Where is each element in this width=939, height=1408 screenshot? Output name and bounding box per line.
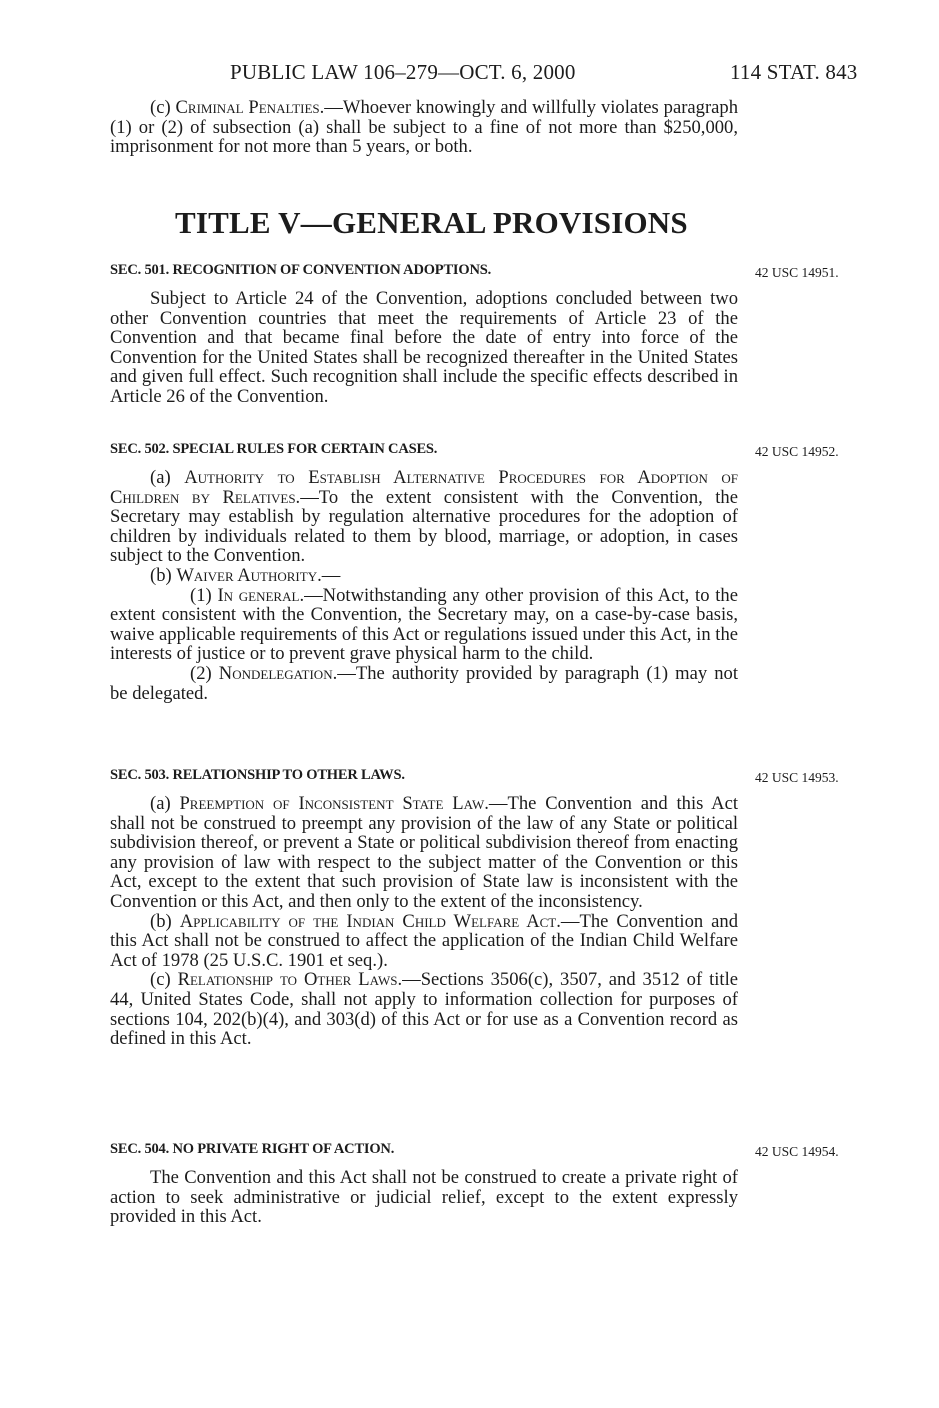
paragraph-503-b: (b) Applicability of the Indian Child Welfare Act.—The Convention and this Act shall not be construed to affect the application of the Indian Child Welfare Act of 1978 (25 U.S.C. 1901 et seq.).: [110, 910, 738, 971]
subsection-heading: Criminal Penalties: [175, 97, 320, 118]
section-504: [110, 1141, 738, 1227]
section-503: [110, 767, 738, 1049]
subsection-heading: Waiver Authority: [176, 564, 318, 586]
paragraph-503-a: (a) Preemption of Inconsistent State Law.—The Convention and this Act shall not be construed to preempt any provision of the law of any State or political subdivision thereof, or prevent a State or political subdivision thereof from enacting any provision of law with respect to the subject matter of the Convention or this Act, except to the extent that such provision of State law is inconsistent with the Convention or this Act, and then only to the extent of the inconsistency.: [110, 793, 738, 912]
section-heading-504: SEC. 504. NO PRIVATE RIGHT OF ACTION.: [110, 1141, 395, 1157]
paragraph-heading: In general: [217, 584, 300, 606]
stat-page-number: 114 STAT. 843: [730, 60, 858, 84]
paragraph-502-b: (b) Waiver Authority.—: [150, 564, 341, 586]
paragraph-502-a: (a) Authority to Establish Alternative Procedures for Adoption of Children by Relatives.—To the extent consistent with the Convention, the Secretary may establish by regulation alternative procedures for the adoption of children by individuals related to them by blood, marriage, or adoption, in cases subject to the Convention.: [110, 467, 738, 567]
section-heading-503: SEC. 503. RELATIONSHIP TO OTHER LAWS.: [110, 767, 405, 783]
section-501-text: Subject to Article 24 of the Convention, adoptions concluded between two other Convention countries that meet the requirements of Article 23 of the Convention and that became final before the date of entry into force of the Convention for the United States shall be recognized thereafter in the United States and given full effect. Such recognition shall include the specific effects described in Article 26 of the Convention.: [110, 288, 738, 407]
margin-note-501: 42 USC 14951.: [755, 265, 839, 280]
section-501: [110, 262, 738, 407]
paragraph-502-b2: (2) Nondelegation.—The authority provided by paragraph (1) may not be delegated.: [110, 662, 738, 704]
paragraph-c-criminal-penalties: (c) Criminal Penalties.—Whoever knowingly and willfully violates paragraph (1) or (2) of subsection (a) shall be subject to a fine of not more than $250,000, imprisonment for not more than 5 years, or both.: [110, 97, 738, 158]
margin-note-503: 42 USC 14953.: [755, 770, 839, 785]
section-heading-501: SEC. 501. RECOGNITION OF CONVENTION ADOPTIONS.: [110, 262, 492, 278]
paragraph-heading: Nondelegation: [218, 662, 333, 684]
paragraph-503-c: (c) Relationship to Other Laws.—Sections 3506(c), 3507, and 3512 of title 44, United States Code, shall not apply to information collection for purposes of sections 104, 202(b)(4), and 303(d) of this Act or for use as a Convention record as defined in this Act.: [110, 969, 738, 1050]
margin-note-502: 42 USC 14952.: [755, 444, 839, 459]
subsection-heading: Preemption of Inconsistent State Law: [179, 793, 485, 814]
subsection-heading: Authority to Establish Alternative Procedures for Adoption of Children by Relatives: [110, 467, 738, 508]
paragraph-502-b1: (1) In general.—Notwithstanding any other provision of this Act, to the extent consistent with the Convention, the Secretary may, on a case-by-case basis, waive applicable requirements of this Act or regulations issued under this Act, in the interests of justice or to prevent grave physical harm to the child.: [110, 584, 738, 665]
title-heading: TITLE V—GENERAL PROVISIONS: [175, 205, 688, 240]
section-504-text: The Convention and this Act shall not be construed to create a private right of action to seek administrative or judicial relief, except to the extent expressly provided in this Act.: [110, 1167, 738, 1228]
section-heading-502: SEC. 502. SPECIAL RULES FOR CERTAIN CASES.: [110, 441, 438, 457]
criminal-penalties-block: [110, 98, 738, 157]
subsection-heading: Applicability of the Indian Child Welfare Act: [179, 910, 557, 932]
running-head: PUBLIC LAW 106–279—OCT. 6, 2000: [230, 60, 576, 84]
section-502: [110, 441, 738, 703]
subsection-heading: Relationship to Other Laws: [177, 969, 398, 991]
margin-note-504: 42 USC 14954.: [755, 1144, 839, 1159]
